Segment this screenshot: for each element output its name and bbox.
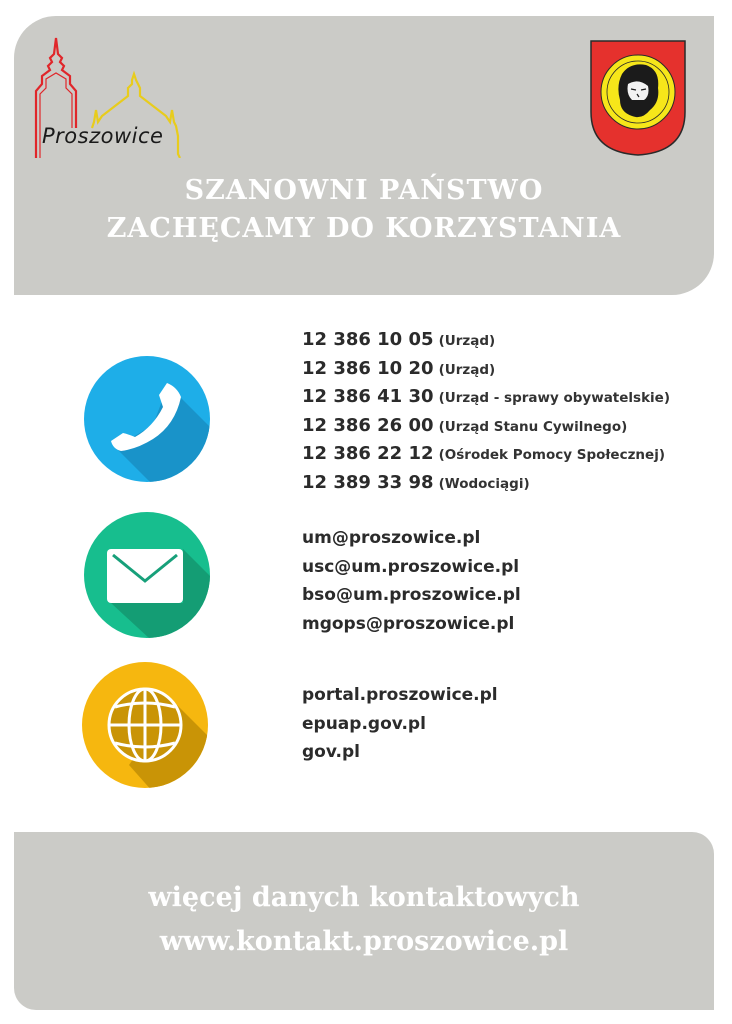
phone-row xyxy=(302,355,670,384)
email-list xyxy=(302,524,521,638)
phone-row xyxy=(302,469,670,498)
phone-row xyxy=(302,440,670,469)
website-link[interactable]: portal.proszowice.pl xyxy=(302,685,498,705)
phone-row xyxy=(302,326,670,355)
phone-description: (Wodociągi) xyxy=(438,475,530,492)
envelope-icon xyxy=(83,511,211,639)
globe-icon xyxy=(81,661,209,789)
phone-description: (Urząd) xyxy=(438,333,496,349)
website-link[interactable]: gov.pl xyxy=(302,742,360,762)
phone-list xyxy=(302,326,670,498)
headline xyxy=(14,172,714,248)
website-list xyxy=(302,681,498,767)
footer-text xyxy=(14,876,714,964)
footer-line1: więcej danych kontaktowych xyxy=(148,882,580,913)
phone-row xyxy=(302,412,670,441)
headline-line2: ZACHĘCAMY DO KORZYSTANIA xyxy=(106,213,622,244)
email-link[interactable]: um@proszowice.pl xyxy=(302,528,481,548)
phone-description: (Ośrodek Pomocy Społecznej) xyxy=(438,447,666,464)
coat-of-arms xyxy=(590,40,686,156)
phone-number[interactable]: 12 386 10 05 xyxy=(302,329,434,350)
logo-text: Proszowice xyxy=(42,124,164,148)
phone-row xyxy=(302,383,670,412)
phone-icon xyxy=(83,355,211,483)
website-link[interactable]: epuap.gov.pl xyxy=(302,713,426,734)
headline-line1: SZANOWNI PAŃSTWO xyxy=(184,175,544,206)
email-link[interactable]: usc@um.proszowice.pl xyxy=(302,556,520,577)
phone-number[interactable]: 12 389 33 98 xyxy=(302,471,434,493)
email-link[interactable]: bso@um.proszowice.pl xyxy=(302,585,521,605)
phone-number[interactable]: 12 386 26 00 xyxy=(302,414,434,436)
phone-description: (Urząd) xyxy=(438,361,496,378)
phone-description: (Urząd Stanu Cywilnego) xyxy=(438,418,628,435)
phone-number[interactable]: 12 386 10 20 xyxy=(302,357,434,379)
phone-number[interactable]: 12 386 41 30 xyxy=(302,386,434,408)
footer-link[interactable]: www.kontakt.proszowice.pl xyxy=(159,926,569,957)
phone-number[interactable]: 12 386 22 12 xyxy=(302,443,434,465)
phone-description: (Urząd - sprawy obywatelskie) xyxy=(438,390,671,407)
email-link[interactable]: mgops@proszowice.pl xyxy=(302,613,515,634)
